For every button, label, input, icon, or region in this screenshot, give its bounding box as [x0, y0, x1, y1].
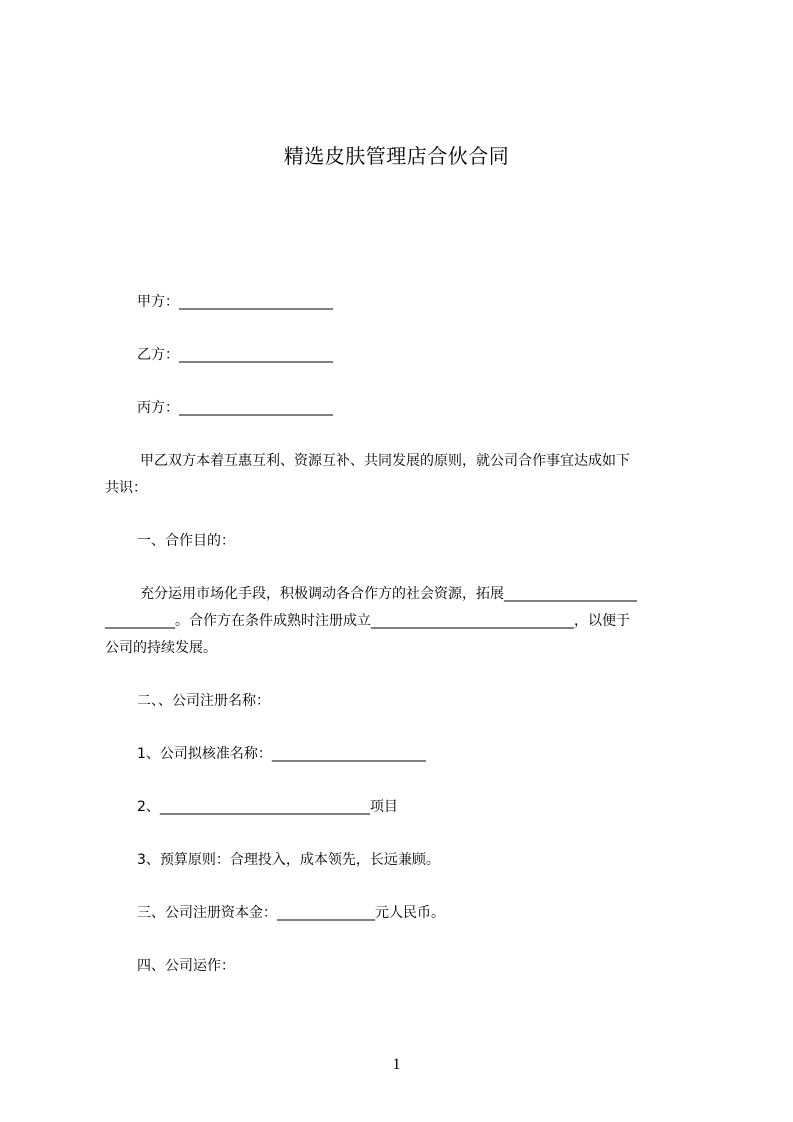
section-2-item-2: 2、______________________________项目	[137, 799, 398, 815]
party-c-line: 丙方：______________________	[137, 400, 333, 416]
intro-paragraph-line-1: 甲乙双方本着互惠互利、资源互补、共同发展的原则，就公司合作事宜达成如下	[140, 453, 630, 469]
section-3-capital-line: 三、公司注册资本金：______________元人民币。	[137, 905, 445, 921]
section-2-item-1: 1、公司拟核准名称：______________________	[137, 746, 426, 762]
section-1-heading: 一、合作目的：	[137, 533, 235, 549]
page-number: 1	[392, 1056, 401, 1073]
section-2-heading: 二、、公司注册名称：	[137, 693, 270, 709]
section-4-heading: 四、公司运作：	[137, 958, 235, 974]
section-1-paragraph-line-2: __________。合作方在条件成熟时注册成立_____________________________，以便于	[105, 613, 630, 629]
section-1-paragraph-line-3: 公司的持续发展。	[105, 640, 217, 656]
party-a-line: 甲方：______________________	[137, 294, 333, 310]
document-title: 精选皮肤管理店合伙合同	[283, 144, 510, 168]
intro-paragraph-line-2: 共识：	[105, 480, 147, 496]
section-1-paragraph-line-1: 充分运用市场化手段，积极调动各合作方的社会资源，拓展___________________	[140, 586, 637, 602]
party-b-line: 乙方：______________________	[137, 347, 333, 363]
section-2-item-3: 3、预算原则：合理投入，成本领先，长远兼顾。	[137, 852, 440, 868]
